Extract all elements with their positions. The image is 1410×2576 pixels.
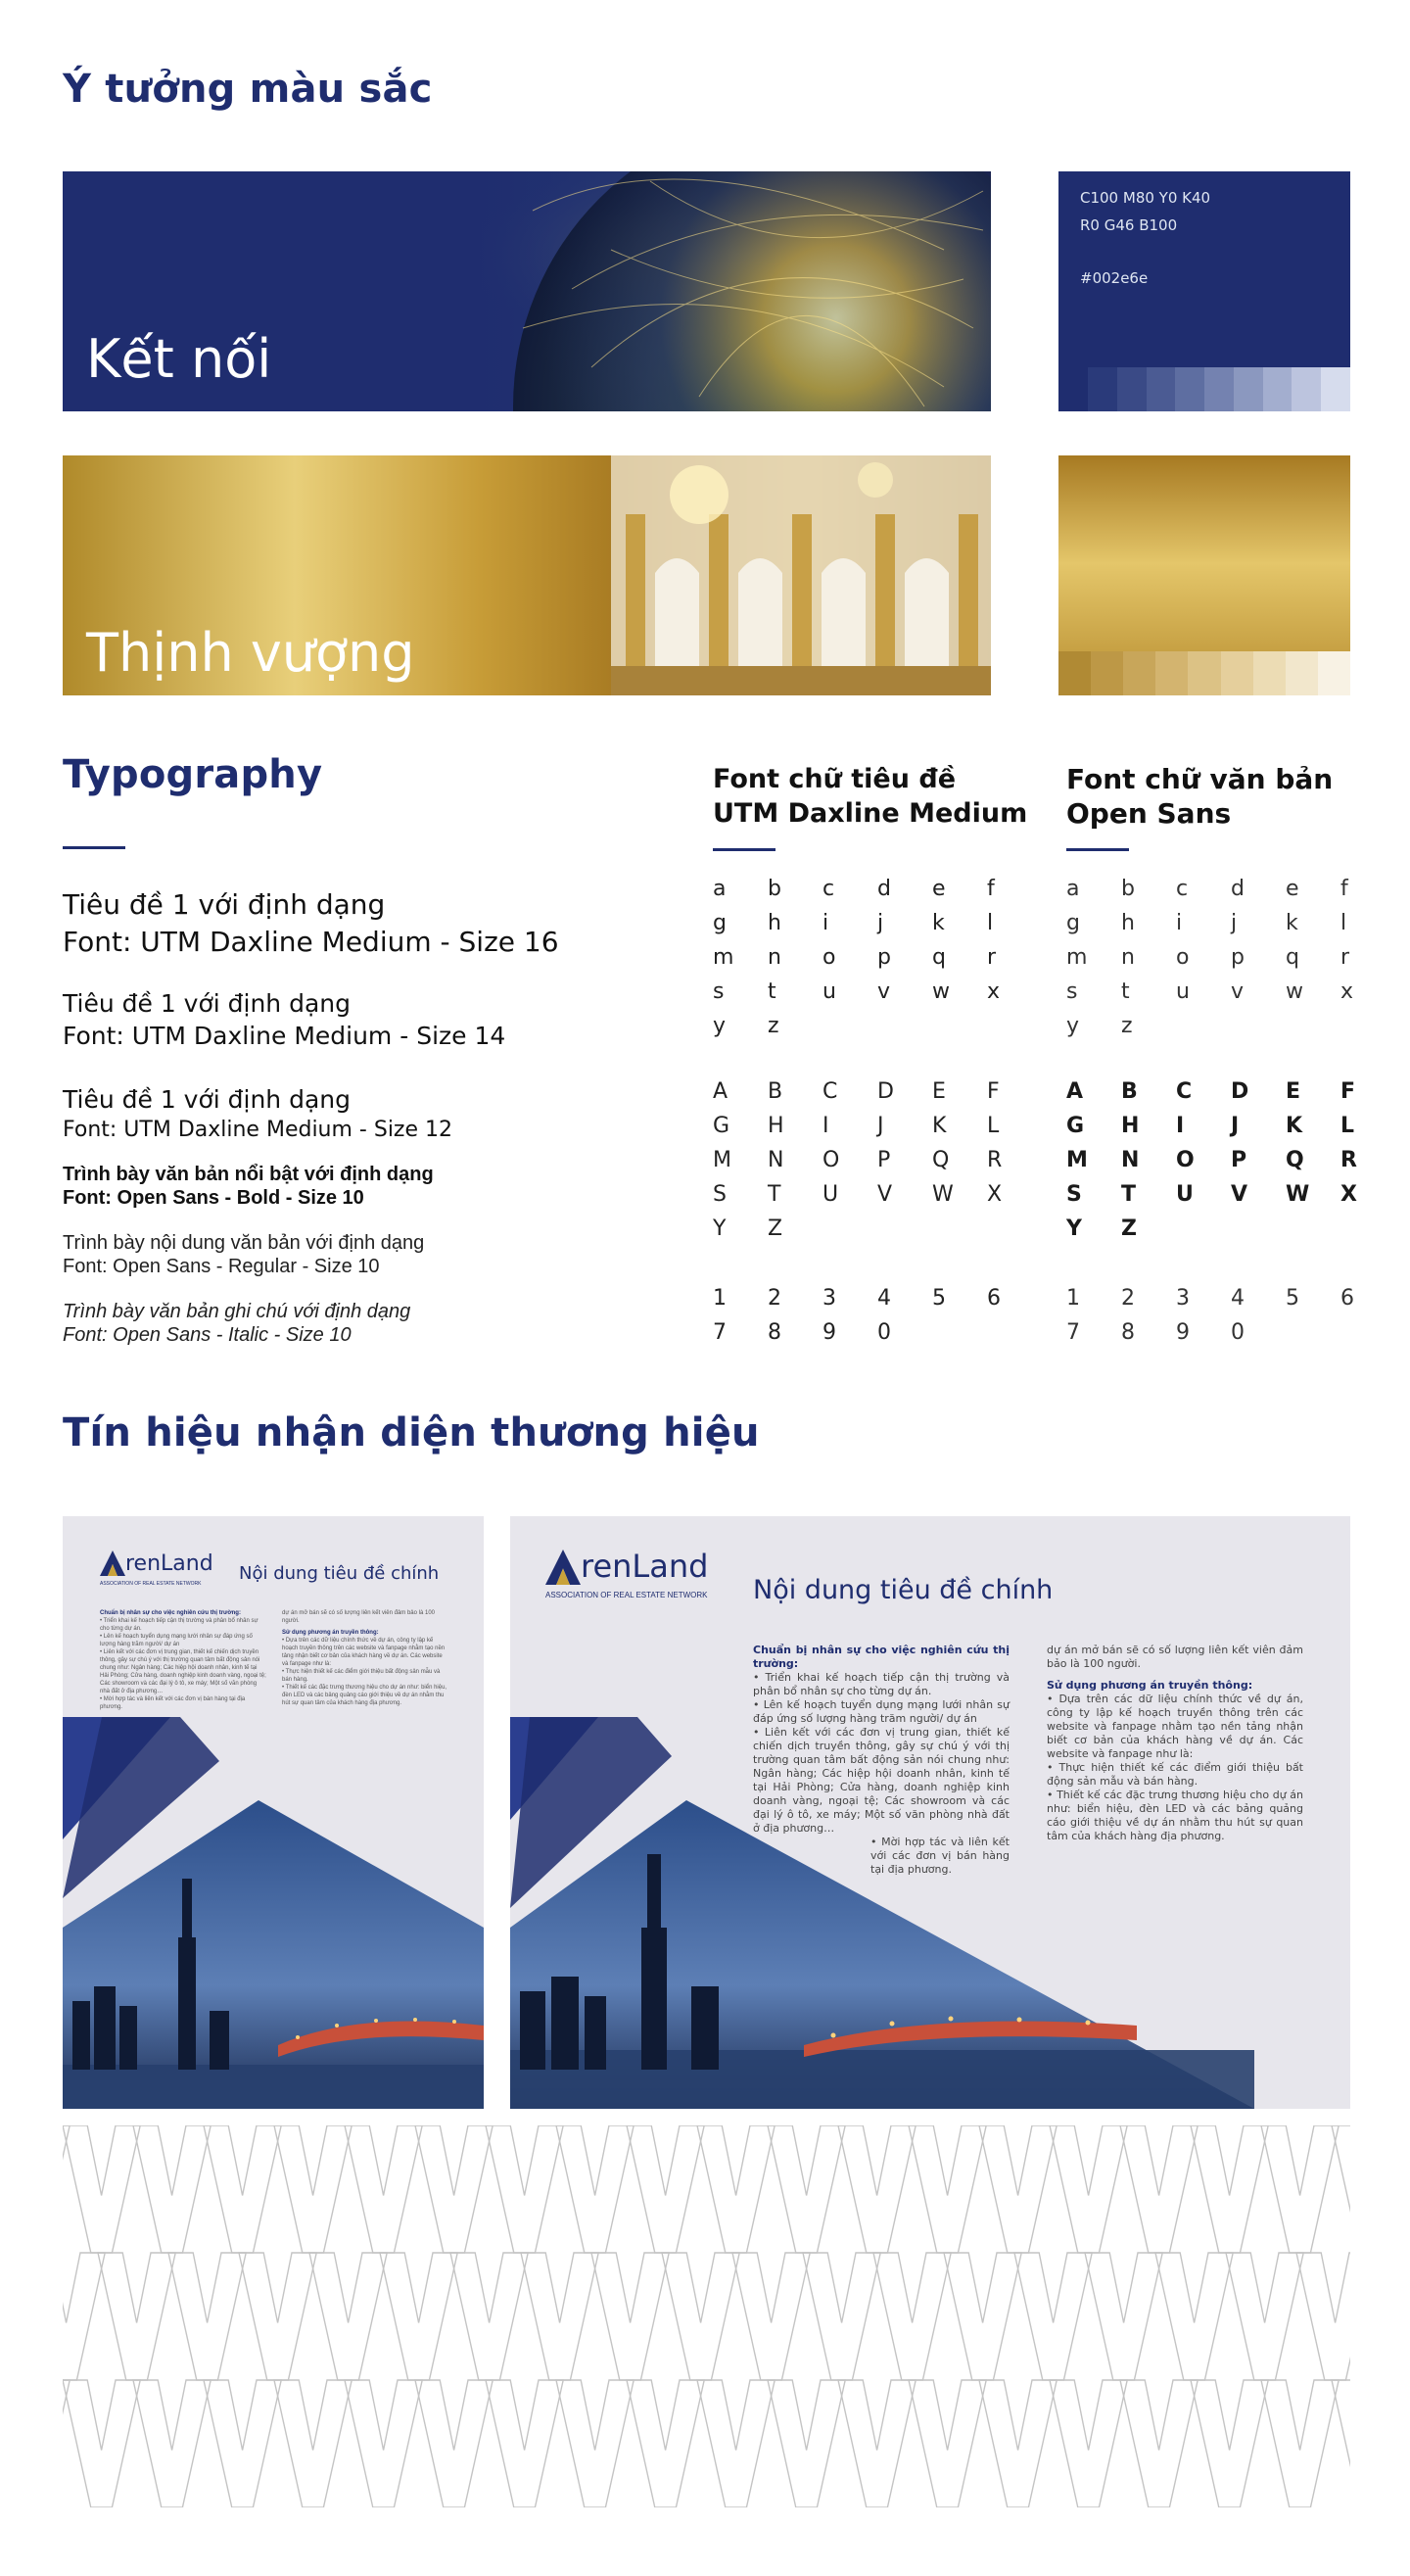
- typo-sample-regular: [63, 1231, 424, 1278]
- chevron-shape: [63, 2125, 70, 2253]
- chevron-shape: [1261, 2125, 1339, 2253]
- body-font-digit-glyph: 5: [1286, 1286, 1299, 1311]
- body-font-lowercase-grid: [1066, 877, 1395, 1048]
- chevron-shape: [380, 2253, 457, 2380]
- chevron-shape: [204, 2125, 281, 2253]
- body-font-uppercase-glyph: R: [1340, 1148, 1357, 1172]
- title-font-uppercase-glyph: K: [932, 1114, 947, 1138]
- body-font-name: Open Sans: [1066, 797, 1232, 830]
- brochure-small-logo: [100, 1550, 213, 1576]
- chevron-shape: [1085, 2253, 1162, 2380]
- brochure-small-heading1: Chuẩn bị nhân sự cho việc nghiên cứu thị trường:: [100, 1610, 241, 1616]
- body-font-lowercase-glyph: k: [1286, 911, 1298, 935]
- brochure-large-item: • Thực hiện thiết kế các điểm giới thiệu bất động sản mẫu và bán hàng.: [1047, 1761, 1303, 1788]
- body-font-digit-glyph: 2: [1121, 1286, 1135, 1311]
- title-font-uppercase-glyph: Q: [932, 1148, 950, 1172]
- title-font-lowercase-grid: [713, 877, 1042, 1048]
- brochure-large-item: • Thiết kế các đặc trưng thương hiệu cho dự án như: biển hiệu, đèn LED và các bảng quảng cáo giới thiệu về dự án nhằm thu hút sự quan tâm của khách hàng địa phương.: [1047, 1789, 1303, 1842]
- body-font-digit-glyph: 8: [1121, 1320, 1135, 1345]
- body-font-lowercase-glyph: w: [1286, 979, 1303, 1004]
- body-font-uppercase-glyph: P: [1231, 1148, 1247, 1172]
- body-font-uppercase-glyph: M: [1066, 1148, 1088, 1172]
- typo-sample-line1: Trình bày văn bản nổi bật với định dạng: [63, 1164, 434, 1185]
- brochure-large-item: • Dựa trên các dữ liệu chính thức về dự án, công ty lập kế hoạch truyền thông trên các website và fanpage nhằm tạo nền tảng nhận biết cơ bản của khách hàng về dự án. Các website và fanpage như là:: [1047, 1693, 1303, 1760]
- title-font-digit-glyph: 6: [987, 1286, 1001, 1311]
- brochure-small-title: Nội dung tiêu đề chính: [239, 1563, 440, 1584]
- title-font-lowercase-glyph: c: [822, 877, 835, 901]
- chevron-shape: [838, 2380, 916, 2507]
- chevron-shape: [732, 2253, 810, 2380]
- title-font-uppercase-glyph: L: [987, 1114, 1000, 1138]
- brochure-large-col2: [1047, 1644, 1303, 1843]
- body-font-lowercase-glyph: i: [1176, 911, 1183, 935]
- title-font-lowercase-glyph: j: [877, 911, 884, 935]
- brochure-small-item: • Triển khai kế hoạch tiếp cận thị trường và phân bổ nhân sự cho từng dự án.: [100, 1618, 258, 1632]
- body-font-uppercase-glyph: O: [1176, 1148, 1195, 1172]
- blue-swatch-panel: [1058, 171, 1350, 411]
- chevron-shape: [63, 2125, 140, 2253]
- brochure-small-heading2: Sử dụng phương án truyền thông:: [282, 1630, 379, 1636]
- title-font-lowercase-glyph: k: [932, 911, 945, 935]
- title-font-lowercase-glyph: m: [713, 945, 734, 970]
- chevron-shape: [591, 2253, 669, 2380]
- gold-color-card: [63, 455, 991, 695]
- title-font-uppercase-glyph: V: [877, 1182, 893, 1207]
- title-font-digit-glyph: 0: [877, 1320, 891, 1345]
- chevron-shape: [556, 2380, 634, 2507]
- typo-sample-line2: Font: Open Sans - Italic - Size 10: [63, 1324, 352, 1346]
- title-font-uppercase-glyph: P: [877, 1148, 891, 1172]
- chevron-shape: [345, 2380, 422, 2507]
- body-font-uppercase-glyph: Q: [1286, 1148, 1304, 1172]
- body-font-lowercase-glyph: y: [1066, 1014, 1080, 1038]
- chevron-shape: [944, 2253, 1021, 2380]
- cmyk-code: C100 M80 Y0 K40: [1080, 189, 1211, 207]
- body-font-lowercase-glyph: p: [1231, 945, 1245, 970]
- title-font-lowercase-glyph: z: [768, 1014, 779, 1038]
- arenland-logo-icon: [100, 1550, 125, 1576]
- title-font-lowercase-glyph: h: [768, 911, 781, 935]
- body-font-lowercase-glyph: c: [1176, 877, 1189, 901]
- chevron-shape: [450, 2253, 528, 2380]
- chevron-shape: [63, 2253, 105, 2380]
- body-font-lowercase-glyph: m: [1066, 945, 1088, 970]
- gold-card-label: Thịnh vượng: [86, 622, 415, 684]
- title-font-accent-line: [713, 848, 776, 851]
- chevron-shape: [63, 2380, 70, 2507]
- chevron-shape: [979, 2380, 1057, 2507]
- body-font-lowercase-glyph: j: [1231, 911, 1238, 935]
- title-font-lowercase-glyph: d: [877, 877, 891, 901]
- typo-sample-line1: Tiêu đề 1 với định dạng: [63, 989, 352, 1018]
- brochure-large-logo-sub: ASSOCIATION OF REAL ESTATE NETWORK: [545, 1591, 708, 1599]
- body-font-uppercase-glyph: S: [1066, 1182, 1082, 1207]
- brochure-large-heading2: Sử dụng phương án truyền thông:: [1047, 1679, 1253, 1692]
- chevron-shape: [909, 2380, 986, 2507]
- body-font-uppercase-glyph: E: [1286, 1079, 1301, 1104]
- brochure-small-item: • Thiết kế các đặc trưng thương hiệu cho dự án như: biển hiệu, đèn LED và các bảng quảng cáo giới thiệu về dự án nhằm thu hút sự quan tâm của khách hàng địa phương.: [282, 1685, 447, 1706]
- title-font-lowercase-glyph: s: [713, 979, 725, 1004]
- chevron-shape: [486, 2125, 563, 2253]
- title-font-lowercase-glyph: f: [987, 877, 995, 901]
- title-font-digit-glyph: 2: [768, 1286, 781, 1311]
- brochure-large-heading1: Chuẩn bị nhân sự cho việc nghiên cứu thị trường:: [753, 1644, 1010, 1670]
- rgb-code: R0 G46 B100: [1080, 216, 1178, 234]
- chevron-shape: [98, 2253, 175, 2380]
- chevron-shape: [627, 2125, 704, 2253]
- title-font-lowercase-glyph: v: [877, 979, 891, 1004]
- brochure-small-art: [63, 1516, 484, 2109]
- typography-section-title: Typography: [63, 752, 323, 797]
- blue-tint-strip: [1088, 367, 1350, 411]
- body-font-lowercase-glyph: r: [1340, 945, 1350, 970]
- chevron-shape: [1226, 2253, 1303, 2380]
- title-font-lowercase-glyph: o: [822, 945, 836, 970]
- chevron-shape: [239, 2253, 316, 2380]
- chevron-shape: [168, 2253, 246, 2380]
- chevron-shape: [697, 2125, 775, 2253]
- title-font-lowercase-glyph: l: [987, 911, 994, 935]
- color-section-title: Ý tưởng màu sắc: [63, 67, 433, 112]
- arenland-logo-icon: [545, 1550, 581, 1585]
- chevron-shape: [1155, 2253, 1233, 2380]
- chevron-shape: [909, 2125, 986, 2253]
- brochure-small-item: • Liên kết với các đơn vị trung gian, thiết kế chiến dịch truyền thông, gây sự chú ý với thị trường quan tâm bất động sản nói chung như: Ngân hàng; Các hiệp hội doanh nhân, kinh tế tại Hải Phòng; Cửa hàng, doanh nghiệp kinh doanh vàng, ngoại tệ; Các showroom và các đại lý ô tô, xe máy; Một số văn phòng nhà đất ở địa phương…: [100, 1649, 266, 1694]
- title-font-uppercase-glyph: R: [987, 1148, 1003, 1172]
- title-font-digit-glyph: 1: [713, 1286, 727, 1311]
- typo-sample-bold: [63, 1163, 434, 1210]
- body-font-lowercase-glyph: h: [1121, 911, 1135, 935]
- brochure-large-intro: dự án mở bán sẽ có số lượng liên kết viên đảm bảo là 100 người.: [1047, 1644, 1303, 1670]
- brochure-large-item: • Lên kế hoạch tuyển dụng mạng lưới nhân sự đáp ứng số lượng hàng trăm người/ dự án: [753, 1698, 1010, 1725]
- title-font-lowercase-glyph: r: [987, 945, 997, 970]
- body-font-digit-glyph: 0: [1231, 1320, 1245, 1345]
- title-font-uppercase-glyph: I: [822, 1114, 829, 1138]
- title-font-digit-glyph: 4: [877, 1286, 891, 1311]
- typo-sample-line1: Trình bày văn bản ghi chú với định dạng: [63, 1301, 411, 1322]
- brochure-small-col2: [282, 1609, 448, 1707]
- title-font-uppercase-glyph: H: [768, 1114, 784, 1138]
- chevron-shape: [838, 2125, 916, 2253]
- body-font-uppercase-glyph: Y: [1066, 1216, 1082, 1241]
- body-font-digit-glyph: 7: [1066, 1320, 1080, 1345]
- body-font-uppercase-glyph: N: [1121, 1148, 1140, 1172]
- title-font-uppercase-glyph: A: [713, 1079, 728, 1104]
- brochure-small-logo-text: renLand: [125, 1551, 213, 1576]
- title-font-label: [713, 762, 1027, 831]
- body-font-lowercase-glyph: u: [1176, 979, 1190, 1004]
- body-font-uppercase-glyph: C: [1176, 1079, 1193, 1104]
- chevron-shape: [803, 2253, 880, 2380]
- title-font-lowercase-glyph: w: [932, 979, 950, 1004]
- chevron-shape: [1050, 2380, 1127, 2507]
- typo-sample-line1: Tiêu đề 1 với định dạng: [63, 1085, 352, 1114]
- title-font-lowercase-glyph: a: [713, 877, 727, 901]
- body-font-uppercase-glyph: U: [1176, 1182, 1194, 1207]
- body-font-lowercase-glyph: a: [1066, 877, 1080, 901]
- chevron-shape: [697, 2380, 775, 2507]
- body-font-uppercase-glyph: T: [1121, 1182, 1137, 1207]
- body-font-uppercase-glyph: H: [1121, 1114, 1140, 1138]
- title-font-uppercase-glyph: W: [932, 1182, 954, 1207]
- typography-accent-line: [63, 846, 125, 849]
- title-font-uppercase-glyph: U: [822, 1182, 839, 1207]
- brochure-large-item: • Mời hợp tác và liên kết với các đơn vị bán hàng tại địa phương.: [870, 1836, 1010, 1876]
- body-font-digit-glyph: 3: [1176, 1286, 1190, 1311]
- chevron-shape: [63, 2380, 140, 2507]
- body-font-lowercase-glyph: x: [1340, 979, 1354, 1004]
- chevron-shape: [486, 2380, 563, 2507]
- brochure-large: [510, 1516, 1350, 2109]
- title-font-digits-grid: [713, 1286, 1042, 1355]
- brochure-small-item: • Dựa trên các dữ liệu chính thức về dự án, công ty lập kế hoạch truyền thông trên các website và fanpage nhằm tạo nền tảng nhận biết cơ bản của khách hàng về dự án. Các website và fanpage như là:: [282, 1638, 446, 1667]
- chevron-shape: [979, 2125, 1057, 2253]
- title-font-uppercase-glyph: B: [768, 1079, 783, 1104]
- chevron-shape: [204, 2380, 281, 2507]
- title-font-lowercase-glyph: n: [768, 945, 781, 970]
- typo-sample-line2: Font: Open Sans - Regular - Size 10: [63, 1256, 380, 1277]
- typo-sample-size12: [63, 1084, 452, 1144]
- title-font-uppercase-glyph: Z: [768, 1216, 783, 1241]
- typo-sample-line2: Font: UTM Daxline Medium - Size 14: [63, 1022, 506, 1050]
- chevron-shape: [768, 2125, 845, 2253]
- title-font-uppercase-glyph: Y: [713, 1216, 727, 1241]
- body-font-uppercase-glyph: G: [1066, 1114, 1085, 1138]
- body-font-uppercase-glyph: K: [1286, 1114, 1303, 1138]
- brochure-large-item: • Liên kết với các đơn vị trung gian, thiết kế chiến dịch truyền thông, gây sự chú ý với thị trường quan tâm bất động sản nói chung như: Ngân hàng; Các hiệp hội doanh nhân, kinh tế tại Hải Phòng; Cửa hàng, doanh nghiệp kinh doanh vàng, ngoại tệ; Các showroom và các đại lý ô tô, xe máy; Một số văn phòng nhà đất ở địa phương…: [753, 1726, 1010, 1835]
- body-font-digit-glyph: 6: [1340, 1286, 1354, 1311]
- chevron-shape: [556, 2125, 634, 2253]
- body-font-digit-glyph: 9: [1176, 1320, 1190, 1345]
- body-font-lowercase-glyph: n: [1121, 945, 1135, 970]
- typo-sample-italic: [63, 1300, 410, 1347]
- brochure-small: [63, 1516, 484, 2109]
- chevron-shape: [1120, 2380, 1198, 2507]
- chevron-shape: [309, 2253, 387, 2380]
- body-font-uppercase-glyph: V: [1231, 1182, 1248, 1207]
- body-font-uppercase-glyph: J: [1231, 1114, 1240, 1138]
- brochure-small-item: • Thực hiện thiết kế các điểm giới thiệu bất động sản mẫu và bán hàng.: [282, 1669, 441, 1683]
- brochure-large-item: • Triển khai kế hoạch tiếp cận thị trường và phân bổ nhân sự cho từng dự án.: [753, 1671, 1010, 1697]
- body-font-uppercase-glyph: A: [1066, 1079, 1084, 1104]
- chevron-shape: [274, 2125, 352, 2253]
- typo-sample-line1: Trình bày nội dung văn bản với định dạng: [63, 1232, 425, 1254]
- typo-sample-size16: [63, 886, 559, 961]
- title-font-lowercase-glyph: i: [822, 911, 829, 935]
- brochure-large-title: Nội dung tiêu đề chính: [753, 1575, 1054, 1605]
- title-font-lowercase-glyph: p: [877, 945, 891, 970]
- body-font-lowercase-glyph: s: [1066, 979, 1078, 1004]
- hex-code: #002e6e: [1080, 269, 1149, 287]
- body-font-lowercase-glyph: z: [1121, 1014, 1133, 1038]
- title-font-digit-glyph: 9: [822, 1320, 836, 1345]
- blue-card-label: Kết nối: [86, 328, 272, 390]
- chevron-shape: [274, 2380, 352, 2507]
- title-font-uppercase-glyph: X: [987, 1182, 1003, 1207]
- typo-sample-line2: Font: Open Sans - Bold - Size 10: [63, 1187, 364, 1209]
- chevron-shape: [1120, 2125, 1198, 2253]
- body-font-lowercase-glyph: d: [1231, 877, 1245, 901]
- title-font-lowercase-glyph: b: [768, 877, 781, 901]
- title-font-uppercase-glyph: F: [987, 1079, 1000, 1104]
- body-font-label: [1066, 762, 1333, 831]
- body-font-digits-grid: [1066, 1286, 1395, 1355]
- chevron-shape: [1050, 2125, 1127, 2253]
- title-font-uppercase-glyph: G: [713, 1114, 730, 1138]
- title-font-uppercase-glyph: N: [768, 1148, 784, 1172]
- body-font-caption: Font chữ văn bản: [1066, 763, 1334, 795]
- typo-sample-line1: Tiêu đề 1 với định dạng: [63, 888, 386, 921]
- title-font-uppercase-glyph: J: [877, 1114, 884, 1138]
- title-font-uppercase-glyph: C: [822, 1079, 838, 1104]
- title-font-lowercase-glyph: t: [768, 979, 776, 1004]
- gold-tint-strip: [1058, 651, 1350, 695]
- chevron-shape: [1296, 2253, 1350, 2380]
- title-font-lowercase-glyph: u: [822, 979, 836, 1004]
- title-font-digit-glyph: 5: [932, 1286, 946, 1311]
- body-font-lowercase-glyph: b: [1121, 877, 1135, 901]
- body-font-uppercase-glyph: W: [1286, 1182, 1310, 1207]
- chevron-shape: [415, 2125, 493, 2253]
- chevron-shape: [133, 2125, 211, 2253]
- body-font-lowercase-glyph: q: [1286, 945, 1299, 970]
- blue-color-card: [63, 171, 991, 411]
- title-font-uppercase-grid: [713, 1079, 1042, 1251]
- title-font-lowercase-glyph: y: [713, 1014, 727, 1038]
- chevron-shape: [133, 2380, 211, 2507]
- typo-sample-line2: Font: UTM Daxline Medium - Size 12: [63, 1118, 452, 1142]
- body-font-accent-line: [1066, 848, 1129, 851]
- chevron-shape: [662, 2253, 739, 2380]
- title-font-lowercase-glyph: e: [932, 877, 946, 901]
- body-font-uppercase-glyph: Z: [1121, 1216, 1137, 1241]
- body-font-uppercase-glyph: D: [1231, 1079, 1249, 1104]
- brochure-small-logo-sub: ASSOCIATION OF REAL ESTATE NETWORK: [100, 1581, 202, 1587]
- body-font-lowercase-glyph: o: [1176, 945, 1190, 970]
- body-font-lowercase-glyph: e: [1286, 877, 1299, 901]
- chevron-shape: [1014, 2253, 1092, 2380]
- body-font-uppercase-grid: [1066, 1079, 1395, 1251]
- chevron-shape: [1191, 2125, 1268, 2253]
- body-font-uppercase-glyph: F: [1340, 1079, 1356, 1104]
- title-font-lowercase-glyph: q: [932, 945, 946, 970]
- body-font-uppercase-glyph: B: [1121, 1079, 1138, 1104]
- chevron-shape: [345, 2125, 422, 2253]
- chevron-pattern: [63, 2125, 1350, 2507]
- title-font-uppercase-glyph: S: [713, 1182, 727, 1207]
- title-font-caption: Font chữ tiêu đề: [713, 764, 957, 794]
- brochure-small-item: • Mời hợp tác và liên kết với các đơn vị bán hàng tại địa phương.: [100, 1696, 246, 1710]
- gold-swatch-panel: [1058, 455, 1350, 695]
- body-font-lowercase-glyph: g: [1066, 911, 1080, 935]
- title-font-uppercase-glyph: O: [822, 1148, 840, 1172]
- chevron-shape: [415, 2380, 493, 2507]
- body-font-digit-glyph: 4: [1231, 1286, 1245, 1311]
- body-font-lowercase-glyph: v: [1231, 979, 1245, 1004]
- body-font-lowercase-glyph: l: [1340, 911, 1347, 935]
- title-font-uppercase-glyph: M: [713, 1148, 731, 1172]
- body-font-lowercase-glyph: f: [1340, 877, 1348, 901]
- title-font-uppercase-glyph: T: [768, 1182, 781, 1207]
- chevron-shape: [521, 2253, 598, 2380]
- chevron-shape: [1261, 2380, 1339, 2507]
- body-font-uppercase-glyph: L: [1340, 1114, 1355, 1138]
- title-font-digit-glyph: 8: [768, 1320, 781, 1345]
- chevron-shape: [873, 2253, 951, 2380]
- body-font-uppercase-glyph: I: [1176, 1114, 1185, 1138]
- chevron-shape: [1191, 2380, 1268, 2507]
- title-font-uppercase-glyph: D: [877, 1079, 894, 1104]
- brochure-large-logo: [545, 1548, 708, 1585]
- title-font-uppercase-glyph: E: [932, 1079, 946, 1104]
- title-font-digit-glyph: 7: [713, 1320, 727, 1345]
- body-font-lowercase-glyph: t: [1121, 979, 1130, 1004]
- chevron-shape: [768, 2380, 845, 2507]
- title-font-name: UTM Daxline Medium: [713, 798, 1028, 829]
- brochure-small-intro: dự án mở bán sẽ có số lượng liên kết viên đảm bảo là 100 người.: [282, 1610, 435, 1624]
- body-font-digit-glyph: 1: [1066, 1286, 1080, 1311]
- brand-pattern: [63, 2125, 1350, 2507]
- brochure-large-col1: [753, 1644, 1010, 1877]
- body-font-uppercase-glyph: X: [1340, 1182, 1357, 1207]
- title-font-lowercase-glyph: g: [713, 911, 727, 935]
- typo-sample-size14: [63, 987, 505, 1052]
- title-font-lowercase-glyph: x: [987, 979, 1001, 1004]
- brochure-small-col1: [100, 1609, 266, 1711]
- chevron-shape: [627, 2380, 704, 2507]
- brochure-small-item: • Lên kế hoạch tuyển dụng mạng lưới nhân sự đáp ứng số lượng hàng trăm người/ dự án: [100, 1634, 253, 1647]
- brand-section-title: Tín hiệu nhận diện thương hiệu: [63, 1410, 760, 1455]
- title-font-digit-glyph: 3: [822, 1286, 836, 1311]
- typo-sample-line2: Font: UTM Daxline Medium - Size 16: [63, 926, 559, 958]
- brochure-large-logo-text: renLand: [581, 1548, 709, 1585]
